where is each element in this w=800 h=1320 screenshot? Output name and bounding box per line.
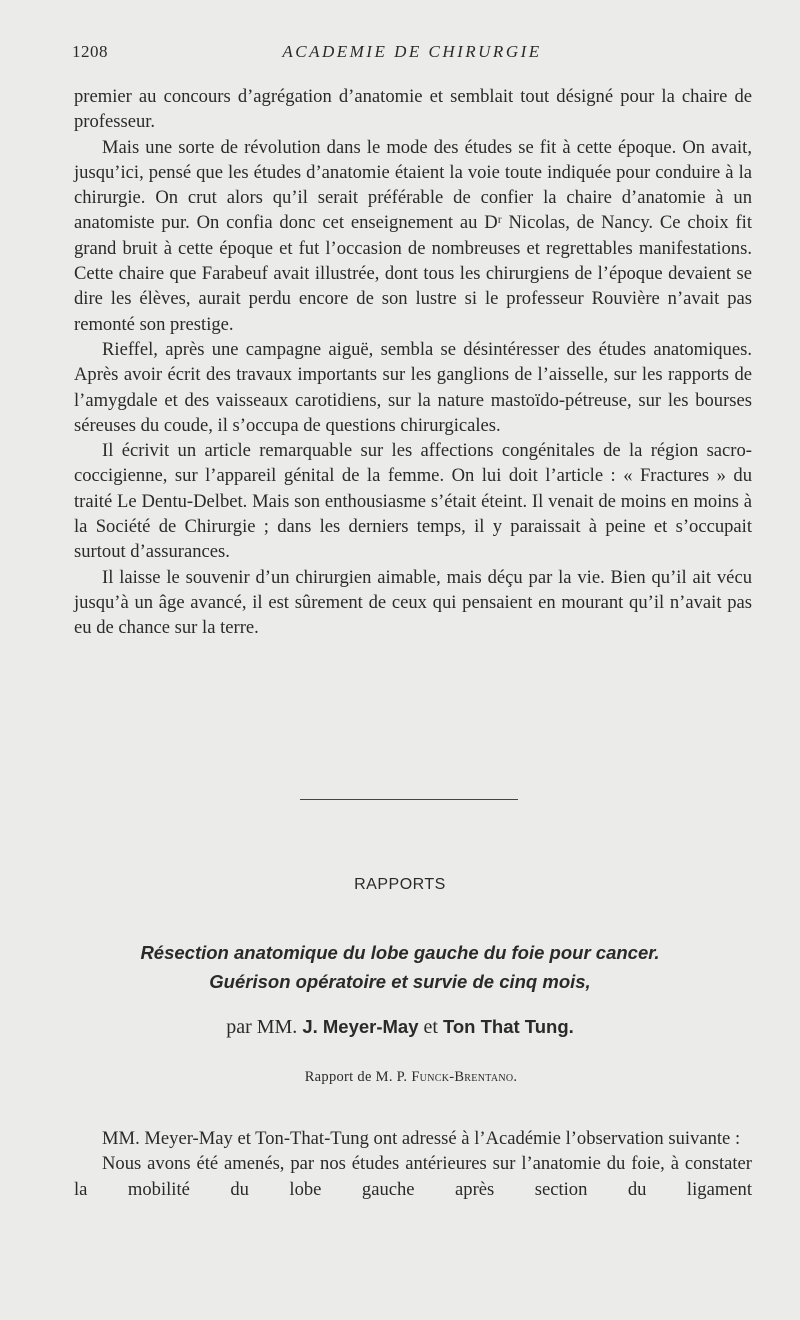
author-name: J. Meyer-May — [302, 1016, 419, 1037]
article-title-line: Guérison opératoire et survie de cinq mois, — [209, 971, 591, 992]
obituary-text — [74, 84, 752, 641]
report-text — [74, 1126, 752, 1202]
byline — [0, 1016, 800, 1039]
reporter-name: Funck-Brentano. — [411, 1069, 518, 1085]
byline-joiner: et — [423, 1016, 438, 1038]
running-head: ACADEMIE DE CHIRURGIE — [282, 42, 542, 61]
paragraph: Rieffel, après une campagne aiguë, sembla se désintéresser des études anatomiques. Après avoir écrit des travaux importants sur les ganglions de l’aisselle, sur les rapports de l’amygdale et des vaisseaux carotidiens, sur la nature mastoïdo-pétreuse, sur les bourses séreuses du coude, il s’occupa de questions chirurgicales. — [74, 338, 752, 436]
section-heading: RAPPORTS — [354, 876, 446, 893]
article-title — [60, 938, 740, 996]
paragraph: Il laisse le souvenir d’un chirurgien aimable, mais déçu par la vie. Bien qu’il ait vécu jusqu’à un âge avancé, il est sûrement de ceux qui pensaient en mourant qu’il n’avait pas eu de chance sur la terre. — [74, 566, 752, 639]
paragraph: Il écrivit un article remarquable sur les affections congénitales de la région sacro-coccigienne, sur l’appareil génital de la femme. On lui doit l’article : « Fractures » du traité Le Dentu-Delbet. Mais son enthousiasme s’était éteint. Il venait de moins en moins à la Société de Chirurgie ; dans les derniers temps, il y paraissait à peine et s’occupait surtout d’assurances. — [74, 440, 752, 563]
author-name: Ton That Tung. — [442, 1016, 574, 1037]
paragraph: Nous avons été amenés, par nos études antérieures sur l’anatomie du foie, à constater la mobilité du lobe gauche après section du ligament — [74, 1153, 752, 1200]
reporter-line — [0, 1069, 800, 1086]
page-header — [72, 42, 752, 66]
paragraph: MM. Meyer-May et Ton-That-Tung ont adressé à l’Académie l’observation suivante : — [102, 1128, 741, 1149]
reporter-prefix: Rapport de M. P. — [304, 1069, 408, 1085]
section-divider — [300, 799, 518, 800]
paragraph: premier au concours d’agrégation d’anatomie et semblait tout désigné pour la chaire de professeur. — [74, 86, 752, 133]
page-number: 1208 — [72, 42, 108, 61]
paragraph: Mais une sorte de révolution dans le mode des études se fit à cette époque. On avait, jusqu’ici, pensé que les études d’anatomie étaient la voie toute indiquée pour conduire à la chirurgie. On crut alors qu’il serait préférable de confier la chaire d’anatomie à un anatomiste pur. On confia donc cet enseignement au Dʳ Nicolas, de Nancy. Ce choix fit grand bruit à cette époque et fut l’occasion de nombreuses et regrettables manifestations. Cette chaire que Farabeuf avait illustrée, dont tous les chirurgiens de l’époque devaient se dire les élèves, aurait perdu encore de son lustre si le professeur Rouvière n’avait pas remonté son prestige. — [74, 136, 752, 335]
byline-prefix: par MM. — [226, 1016, 298, 1038]
article-title-line: Résection anatomique du lobe gauche du foie pour cancer. — [140, 942, 660, 963]
